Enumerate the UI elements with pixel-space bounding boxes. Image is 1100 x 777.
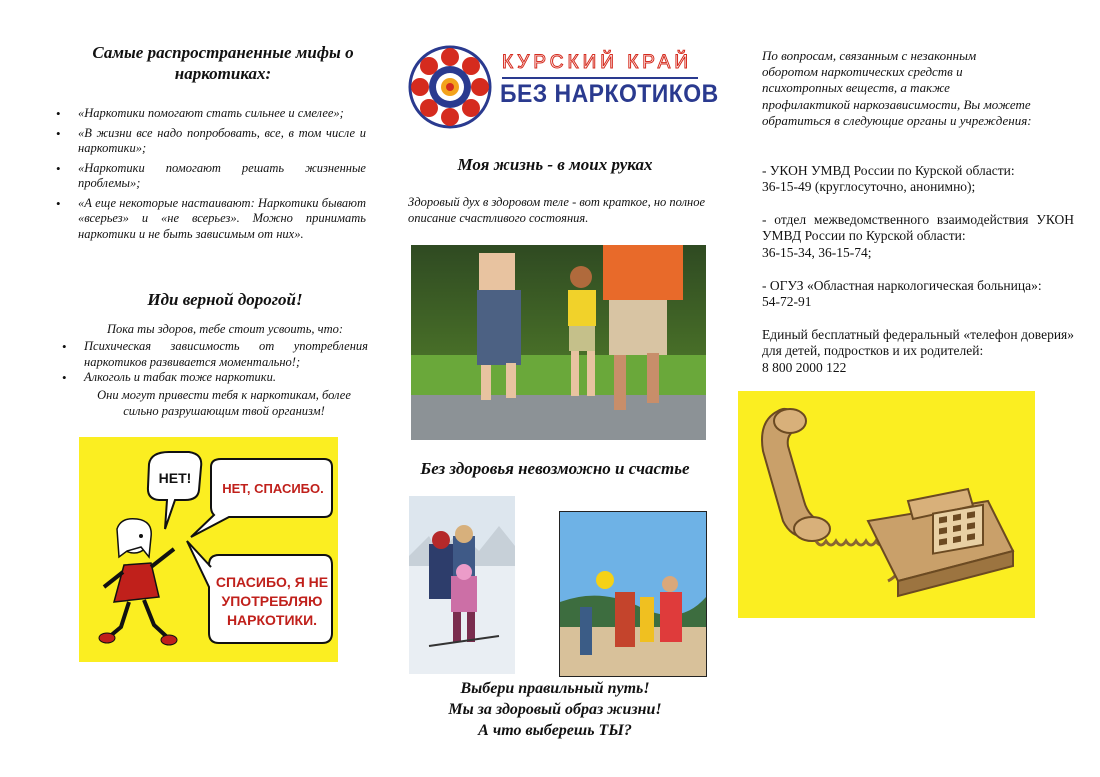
path-title: Иди верной дорогой! xyxy=(147,290,303,309)
no-bubble-text: НЕТ! xyxy=(158,470,192,486)
myth-item: • «В жизни все надо попробовать, все, в том числе и наркотики»; xyxy=(78,126,366,157)
closing-slogans xyxy=(410,678,700,741)
life-text: Здоровый дух в здоровом теле - вот краткое, но полное описание счастливого состояния. xyxy=(408,195,706,225)
telephone-icon xyxy=(738,391,1035,618)
contact-name: - УКОН УМВД России по Курской области: xyxy=(762,163,1015,178)
contact-name: Единый бесплатный федеральный «телефон доверия» для детей, подростков и их родителей: xyxy=(762,327,1074,359)
contact-block xyxy=(762,163,1074,196)
path-points xyxy=(84,339,368,386)
logo xyxy=(404,42,719,132)
logo-emblem-icon xyxy=(404,42,496,132)
health-title: Без здоровья невозможно и счастье xyxy=(420,459,690,478)
logo-line1: КУРСКИЙ КРАЙ xyxy=(502,52,692,73)
no-thanks-cartoon xyxy=(79,437,338,662)
myths-title: Самые распространенные мифы о наркотиках: xyxy=(92,43,354,83)
running-family-photo xyxy=(411,245,706,440)
logo-divider xyxy=(502,77,698,79)
closing-line: А что выберешь ТЫ? xyxy=(478,722,632,739)
contact-block xyxy=(762,278,1074,311)
contact-phone: 36-15-34, 36-15-74; xyxy=(762,244,872,260)
contact-phone: 8 800 2000 122 xyxy=(762,359,847,375)
dont-use-bubble-text: СПАСИБО, Я НЕ УПОТРЕБЛЯЮ НАРКОТИКИ. xyxy=(215,574,329,628)
contact-phone: 54-72-91 xyxy=(762,294,812,310)
path-outro: Они могут привести тебя к наркотикам, более сильно разрушающим твой организм! xyxy=(97,388,351,418)
path-intro: Пока ты здоров, тебе стоит усвоить, что: xyxy=(106,322,344,336)
ski-family-photo xyxy=(409,496,515,674)
path-point: • Алкоголь и табак тоже наркотики. xyxy=(84,370,368,386)
contacts-intro: По вопросам, связанным с незаконным оборотом наркотических средств и психотропных веществ, а также профилактикой наркозависимости, Вы можете обратиться в следующие органы и учреждения: xyxy=(762,48,1032,128)
closing-line: Мы за здоровый образ жизни! xyxy=(448,701,662,718)
contact-block xyxy=(762,327,1074,376)
myth-item: • «А еще некоторые настаивают: Наркотики бывают «всерьез» и «не всерьез». Можно принимать наркотики и не быть зависимым от них». xyxy=(78,196,366,243)
beach-volleyball-photo xyxy=(559,511,707,677)
contact-name: - отдел межведомственного взаимодействия УКОН УМВД России по Курской области: xyxy=(762,212,1074,244)
contact-block xyxy=(762,212,1074,261)
myths-list xyxy=(78,106,366,242)
myth-item: • «Наркотики помогают стать сильнее и смелее»; xyxy=(78,106,366,122)
logo-line2: БЕЗ НАРКОТИКОВ xyxy=(500,80,719,108)
life-title: Моя жизнь - в моих руках xyxy=(457,155,653,174)
contact-phone: 36-15-49 (круглосуточно, анонимно); xyxy=(762,179,976,195)
myth-item: • «Наркотики помогают решать жизненные проблемы»; xyxy=(78,161,366,192)
thanks-bubble-text: НЕТ, СПАСИБО. xyxy=(222,481,324,496)
contact-name: - ОГУЗ «Областная наркологическая больница»: xyxy=(762,278,1042,293)
path-point: • Психическая зависимость от употребления наркотиков развивается моментально!; xyxy=(84,339,368,370)
closing-line: Выбери правильный путь! xyxy=(460,680,650,697)
telephone-illustration xyxy=(738,391,1035,618)
